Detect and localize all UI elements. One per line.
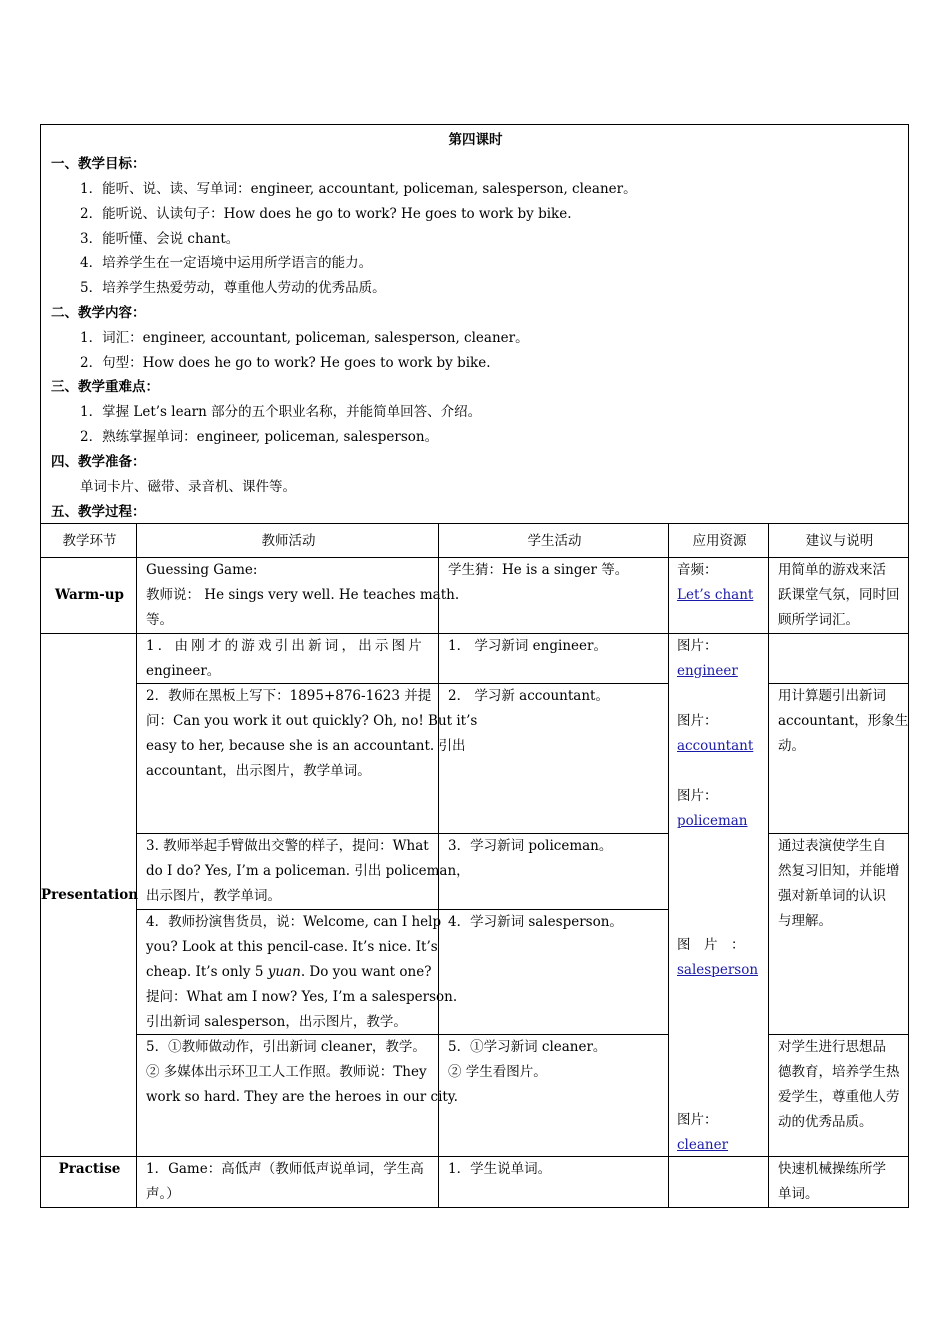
- teaching-process-table: [40, 523, 909, 1208]
- stage-cell-practise: Practise: [40, 1156, 137, 1208]
- student-cell-warmup: 学生猜：He is a singer 等。: [438, 557, 669, 634]
- student-cell-step-4: 4．学习新词 salesperson。: [438, 909, 669, 1035]
- student-cell-step-2: 2． 学习新 accountant。: [438, 683, 669, 834]
- note-cell-step-3-4: 通过表演使学生自 然复习旧知，并能增 强对新单词的认识 与理解。: [768, 833, 909, 1035]
- page-title: 第四课时: [448, 132, 503, 148]
- stage-cell-warmup: Warm-up: [40, 557, 137, 634]
- link-accountant[interactable]: accountant: [677, 738, 754, 754]
- teacher-cell-step-3: 3. 教师举起手臂做出交警的样子，提问：What do I do? Yes, I’m a policeman. 引出 policeman， 出示图片，教学单词。: [136, 833, 439, 910]
- link-policeman[interactable]: policeman: [677, 813, 748, 829]
- preparation-heading: 四、教学准备：: [51, 454, 146, 470]
- content-heading: 二、教学内容：: [51, 305, 146, 321]
- link-cleaner[interactable]: cleaner: [677, 1137, 729, 1153]
- note-cell-practise: 快速机械操练所学 单词。: [768, 1156, 909, 1208]
- resource-cell-practise: [668, 1156, 769, 1208]
- link-engineer[interactable]: engineer: [677, 663, 738, 679]
- stage-cell-presentation: Presentation: [40, 633, 137, 1157]
- content-item: 2．句型：How does he go to work? He goes to work by bike.: [80, 355, 491, 371]
- note-cell-warmup: 用简单的游戏来活 跃课堂气氛，同时回 顾所学词汇。: [768, 557, 909, 634]
- header-cell-student: 学生活动: [438, 523, 669, 558]
- preparation-item: 单词卡片、磁带、录音机、课件等。: [80, 479, 296, 495]
- teacher-cell-step-2: 2．教师在黑板上写下：1895+876-1623 并提 问：Can you work it out quickly? Oh, no! But it’s easy to her, because she is an accountant. 引出 accountant，出示图片，教学单词。: [136, 683, 439, 834]
- lesson-plan-document: [40, 124, 909, 1208]
- link-lets-chant[interactable]: Let’s chant: [677, 587, 754, 603]
- teacher-cell-warmup: Guessing Game: 教师说： He sings very well. He teaches math. 等。: [136, 557, 439, 634]
- objective-item: 1．能听、说、读、写单词：engineer, accountant, policeman, salesperson, cleaner。: [80, 181, 637, 197]
- student-cell-step-5: 5．①学习新词 cleaner。 ② 学生看图片。: [438, 1034, 669, 1157]
- teacher-cell-step-1: 1．由刚才的游戏引出新词，出示图片 engineer。: [136, 633, 439, 684]
- note-cell-step-1: [768, 633, 909, 684]
- objective-item: 4．培养学生在一定语境中运用所学语言的能力。: [80, 255, 373, 271]
- objective-item: 2．能听说、认读句子：How does he go to work? He goes to work by bike.: [80, 206, 572, 222]
- link-salesperson[interactable]: salesperson: [677, 962, 759, 978]
- student-cell-practise: 1．学生说单词。: [438, 1156, 669, 1208]
- lesson-overview-box: [40, 124, 909, 523]
- teacher-cell-practise: 1．Game：高低声（教师低声说单词，学生高 声。）: [136, 1156, 439, 1208]
- header-cell-notes: 建议与说明: [768, 523, 909, 558]
- teacher-cell-step-4: 4．教师扮演售货员，说：Welcome, can I help you? Look at this pencil-case. It’s nice. It’s cheap. It’s only 5 yuan. Do you want one? 提问：What am I now? Yes, I’m a salesperson. 引出新词 salesperson，出示图片，教学。: [136, 909, 439, 1035]
- student-cell-step-3: 3．学习新词 policeman。: [438, 833, 669, 910]
- note-cell-step-2: 用计算题引出新词 accountant，形象生 动。: [768, 683, 909, 834]
- note-cell-step-5: 对学生进行思想品 德教育，培养学生热 爱学生，尊重他人劳 动的优秀品质。: [768, 1034, 909, 1157]
- key-point-item: 1．掌握 Let’s learn 部分的五个职业名称，并能简单回答、介绍。: [80, 404, 482, 420]
- objective-item: 3．能听懂、会说 chant。: [80, 231, 240, 247]
- resource-cell-presentation: 图片： engineer 图片： accountant 图片： policeman 图 片 ： salesperson 图片： cleaner: [668, 633, 769, 1157]
- header-cell-stage: 教学环节: [40, 523, 137, 558]
- objective-item: 5．培养学生热爱劳动，尊重他人劳动的优秀品质。: [80, 280, 386, 296]
- process-heading: 五、教学过程：: [51, 504, 146, 520]
- header-cell-resource: 应用资源: [668, 523, 769, 558]
- objectives-heading: 一、教学目标：: [51, 156, 146, 172]
- header-cell-teacher: 教师活动: [136, 523, 439, 558]
- content-item: 1．词汇：engineer, accountant, policeman, salesperson, cleaner。: [80, 330, 529, 346]
- student-cell-step-1: 1． 学习新词 engineer。: [438, 633, 669, 684]
- key-point-item: 2．熟练掌握单词：engineer, policeman, salesperson。: [80, 429, 439, 445]
- resource-cell-warmup: 音频： Let’s chant: [668, 557, 769, 634]
- teacher-cell-step-5: 5．①教师做动作，引出新词 cleaner，教学。 ② 多媒体出示环卫工人工作照。教师说：They work so hard. They are the heroes in our city.: [136, 1034, 439, 1157]
- key-points-heading: 三、教学重难点：: [51, 379, 159, 395]
